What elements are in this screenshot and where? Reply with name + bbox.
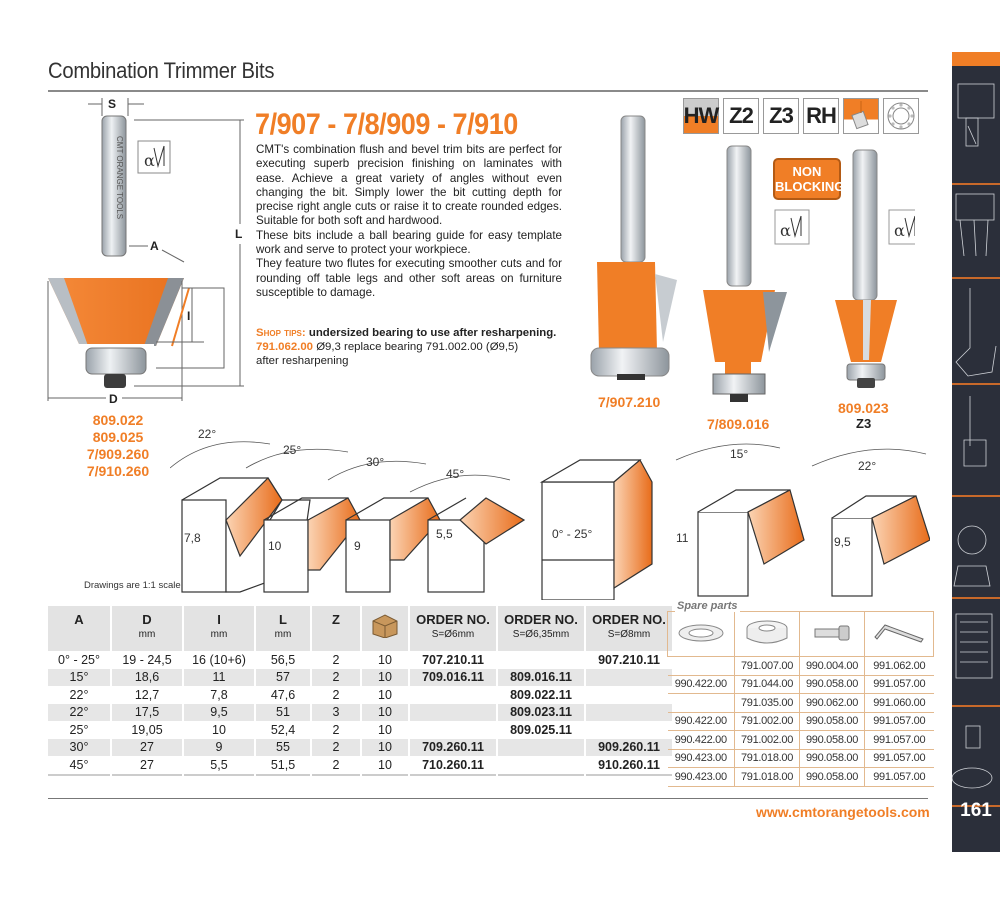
bit-technical-drawing	[44, 96, 254, 412]
table-cell: 51	[256, 704, 310, 722]
table-cell: 2	[312, 739, 360, 757]
table-cell: 707.210.11	[422, 652, 484, 667]
table-cell: 57	[256, 669, 310, 687]
photo-sub-z3: Z3	[856, 416, 872, 431]
table-cell: 2	[332, 687, 340, 702]
table-cell	[586, 669, 672, 687]
table-cell: 7,8	[210, 687, 228, 702]
category-sidebar	[952, 52, 1000, 852]
table-cell: 10	[362, 756, 408, 776]
sidebar-active-marker	[952, 52, 1000, 66]
profile-height-label: 10	[268, 539, 282, 553]
spare-cell: 991.057.00	[865, 768, 934, 787]
spare-cell	[668, 694, 735, 713]
code-label: 7/909.260	[86, 446, 150, 462]
table-cell	[498, 651, 584, 669]
table-cell: 10	[378, 652, 392, 667]
spare-cell: 791.018.00	[735, 768, 800, 787]
spare-cell: 990.422.00	[668, 675, 735, 694]
non-blocking-line: NON	[792, 164, 822, 179]
profile-drawings	[170, 420, 930, 600]
product-table	[46, 606, 674, 776]
table-cell: 17,5	[112, 704, 182, 722]
table-cell: 809.023.11	[498, 704, 584, 722]
non-blocking-line: BLOCKING	[775, 179, 845, 194]
table-cell: 2	[332, 652, 340, 667]
table-cell: 709.260.11	[410, 739, 496, 757]
svg-text:α: α	[894, 221, 905, 240]
spare-cell: 791.002.00	[735, 712, 800, 731]
spare-row	[668, 712, 934, 731]
spare-cell: 990.423.00	[668, 749, 735, 768]
shop-tips	[256, 326, 576, 368]
table-cell: 3	[312, 704, 360, 722]
table-cell: 2	[312, 756, 360, 776]
dim-s-label: S	[108, 97, 117, 111]
profile-angle-label: 0° - 25°	[552, 527, 593, 541]
shop-tips-part-no: 791.062.00	[256, 341, 314, 353]
svg-text:α: α	[144, 151, 155, 170]
table-cell: 51,5	[256, 756, 310, 776]
shop-tips-text2: after resharpening	[256, 355, 349, 367]
profile-angle-label: 22°	[198, 427, 217, 441]
table-row	[48, 721, 672, 739]
footer-divider	[48, 798, 928, 799]
table-cell: 16 (10+6)	[192, 652, 246, 667]
profile-angle-label: 30°	[366, 455, 385, 469]
table-cell: 19,05	[131, 722, 163, 737]
table-cell: 22°	[69, 687, 89, 702]
spare-cell: 990.058.00	[800, 768, 865, 787]
svg-text:CMT ORANGE TOOLS: CMT ORANGE TOOLS	[115, 136, 124, 220]
table-cell	[586, 704, 672, 722]
table-cell: 52,4	[270, 722, 296, 737]
table-cell: 10	[378, 722, 392, 737]
table-cell	[498, 739, 584, 757]
spare-cell: 791.007.00	[735, 657, 800, 676]
profile-height-label: 11	[676, 531, 689, 545]
table-cell: 0° - 25°	[58, 652, 100, 667]
left-code-list	[82, 412, 154, 480]
col-d: D mm	[112, 606, 182, 651]
table-cell	[498, 756, 584, 776]
table-cell: 9	[184, 739, 254, 757]
code-label: 809.022	[92, 412, 144, 428]
spare-row	[668, 749, 934, 768]
col-order-635: ORDER NO. S=Ø6,35mm	[498, 606, 584, 651]
table-cell: 710.260.11	[410, 756, 496, 776]
col-i: I mm	[184, 606, 254, 651]
table-cell: 809.022.11	[510, 687, 572, 702]
col-pack	[362, 606, 408, 651]
z3-badge: Z3	[763, 98, 799, 134]
table-header-row	[48, 606, 672, 651]
table-cell: 22°	[48, 704, 110, 722]
profile-angle-label: 45°	[446, 467, 465, 481]
table-cell: 30°	[48, 739, 110, 757]
hex-key-icon	[865, 612, 934, 657]
spare-row	[668, 657, 934, 676]
profile-height-label: 9,5	[834, 535, 851, 549]
svg-text:α: α	[780, 221, 791, 240]
description-paragraph: They feature two flutes for executing smoother cuts and for rounding off table legs and other soft areas on furniture susceptible to damage.	[256, 257, 562, 299]
profile-height-label: 9	[354, 539, 361, 553]
col-order-8: ORDER NO. S=Ø8mm	[586, 606, 672, 651]
spare-cell: 990.058.00	[800, 712, 865, 731]
table-cell: 10	[362, 704, 408, 722]
table-cell: 809.016.11	[498, 669, 584, 687]
table-cell: 15°	[48, 669, 110, 687]
spare-cell: 991.062.00	[865, 657, 934, 676]
spare-cell: 990.423.00	[668, 768, 735, 787]
spare-cell: 990.422.00	[668, 712, 735, 731]
spare-cell: 991.057.00	[865, 675, 934, 694]
page-title: Combination Trimmer Bits	[48, 58, 275, 83]
spare-cell: 990.058.00	[800, 675, 865, 694]
description-paragraph: These bits include a ball bearing guide for easy template work and serve to protect your workpiece.	[256, 228, 562, 257]
table-row	[48, 739, 672, 757]
table-cell: 10	[212, 722, 226, 737]
spare-cell: 990.058.00	[800, 749, 865, 768]
spare-row	[668, 694, 934, 713]
dim-a-label: A	[150, 239, 159, 253]
table-cell: 27	[112, 739, 182, 757]
washer-icon	[668, 612, 735, 657]
col-a: A	[48, 606, 110, 651]
spare-cell: 991.057.00	[865, 731, 934, 750]
spare-cell: 991.057.00	[865, 749, 934, 768]
table-cell: 907.210.11	[598, 652, 660, 667]
table-cell	[410, 704, 496, 722]
table-cell: 12,7	[134, 687, 160, 702]
table-row	[48, 651, 672, 669]
spare-cell: 991.060.00	[865, 694, 934, 713]
table-cell: 19 - 24,5	[122, 652, 172, 667]
table-row	[48, 704, 672, 722]
shop-tips-text: Ø9,3 replace bearing 791.002.00 (Ø9,5)	[316, 341, 519, 353]
spare-cell: 990.058.00	[800, 731, 865, 750]
series-title: 7/907 - 7/8/909 - 7/910	[255, 108, 518, 141]
table-cell: 909.260.11	[586, 739, 672, 757]
description-paragraph: CMT's combination flush and bevel trim bits are perfect for executing superb precision finishing on laminates with ease. Achieve a great variety of angles without even changing the bit. Simply lower the bit cutting depth for precise right angle cuts or raise it to create rounded edges. Suitable for both soft and hardwood.	[256, 143, 562, 228]
photo-code-7-809-016: 7/809.016	[707, 416, 770, 432]
bearing-icon	[735, 612, 800, 657]
table-cell: 27	[112, 756, 182, 776]
code-label: 809.025	[92, 429, 144, 445]
spare-cell: 991.057.00	[865, 712, 934, 731]
spare-header-row	[668, 612, 934, 657]
spare-parts-label: Spare parts	[677, 600, 738, 612]
spare-parts-table	[667, 611, 934, 787]
col-l: L mm	[256, 606, 310, 651]
spare-row	[668, 768, 934, 787]
photo-code-7-907-210: 7/907.210	[598, 394, 661, 410]
table-cell: 5,5	[184, 756, 254, 776]
code-label: 7/910.260	[86, 463, 150, 479]
table-cell: 809.025.11	[510, 722, 572, 737]
spare-cell: 791.002.00	[735, 731, 800, 750]
scale-note: Drawings are 1:1 scale	[84, 580, 181, 591]
profile-angle-label: 25°	[283, 443, 302, 457]
table-cell: 10	[378, 687, 392, 702]
profile-height-label: 7,8	[184, 531, 201, 545]
profile-height-label: 5,5	[436, 527, 453, 541]
col-order-6: ORDER NO. S=Ø6mm	[410, 606, 496, 651]
spare-cell: 791.018.00	[735, 749, 800, 768]
table-cell	[586, 686, 672, 704]
spare-cell: 791.044.00	[735, 675, 800, 694]
spare-cell: 990.004.00	[800, 657, 865, 676]
website-link[interactable]: www.cmtorangetools.com	[756, 804, 930, 820]
spare-row	[668, 675, 934, 694]
rh-badge: RH	[803, 98, 839, 134]
table-cell: 18,6	[112, 669, 182, 687]
page-number: 161	[960, 800, 992, 821]
table-row	[48, 686, 672, 704]
sidebar-category-icons	[952, 66, 1000, 856]
table-row	[48, 669, 672, 687]
table-cell: 10	[362, 739, 408, 757]
table-cell	[410, 721, 496, 739]
spare-row	[668, 731, 934, 750]
table-cell: 56,5	[270, 652, 296, 667]
table-row	[48, 756, 672, 776]
table-cell	[586, 721, 672, 739]
table-cell: 25°	[69, 722, 89, 737]
z2-badge: Z2	[723, 98, 759, 134]
dim-i-label: I	[187, 309, 191, 323]
photo-code-809-023: 809.023	[838, 400, 889, 416]
hw-badge: HW	[683, 98, 719, 134]
shop-tips-label: Shop tips:	[256, 327, 306, 339]
shop-tips-headline: undersized bearing to use after resharpening.	[308, 327, 557, 339]
table-cell: 709.016.11	[410, 669, 496, 687]
screw-icon	[800, 612, 865, 657]
title-divider	[48, 90, 928, 92]
col-z: Z	[312, 606, 360, 651]
dim-d-label: D	[109, 392, 118, 406]
box-icon	[370, 612, 400, 638]
table-cell: 2	[332, 722, 340, 737]
profile-angle-label: 22°	[858, 459, 877, 473]
table-cell: 2	[312, 669, 360, 687]
spare-cell: 990.062.00	[800, 694, 865, 713]
table-cell: 9,5	[184, 704, 254, 722]
table-cell: 47,6	[270, 687, 296, 702]
profile-angle-label: 15°	[730, 447, 749, 461]
table-cell: 910.260.11	[586, 756, 672, 776]
dim-l-label: L	[235, 227, 243, 241]
table-cell: 10	[362, 669, 408, 687]
table-cell: 11	[184, 669, 254, 687]
product-description	[256, 143, 562, 300]
bit-photos	[585, 112, 915, 402]
spare-cell: 990.422.00	[668, 731, 735, 750]
spare-cell	[668, 657, 735, 676]
table-cell: 45°	[48, 756, 110, 776]
spare-cell: 791.035.00	[735, 694, 800, 713]
table-cell: 55	[256, 739, 310, 757]
table-cell	[410, 686, 496, 704]
